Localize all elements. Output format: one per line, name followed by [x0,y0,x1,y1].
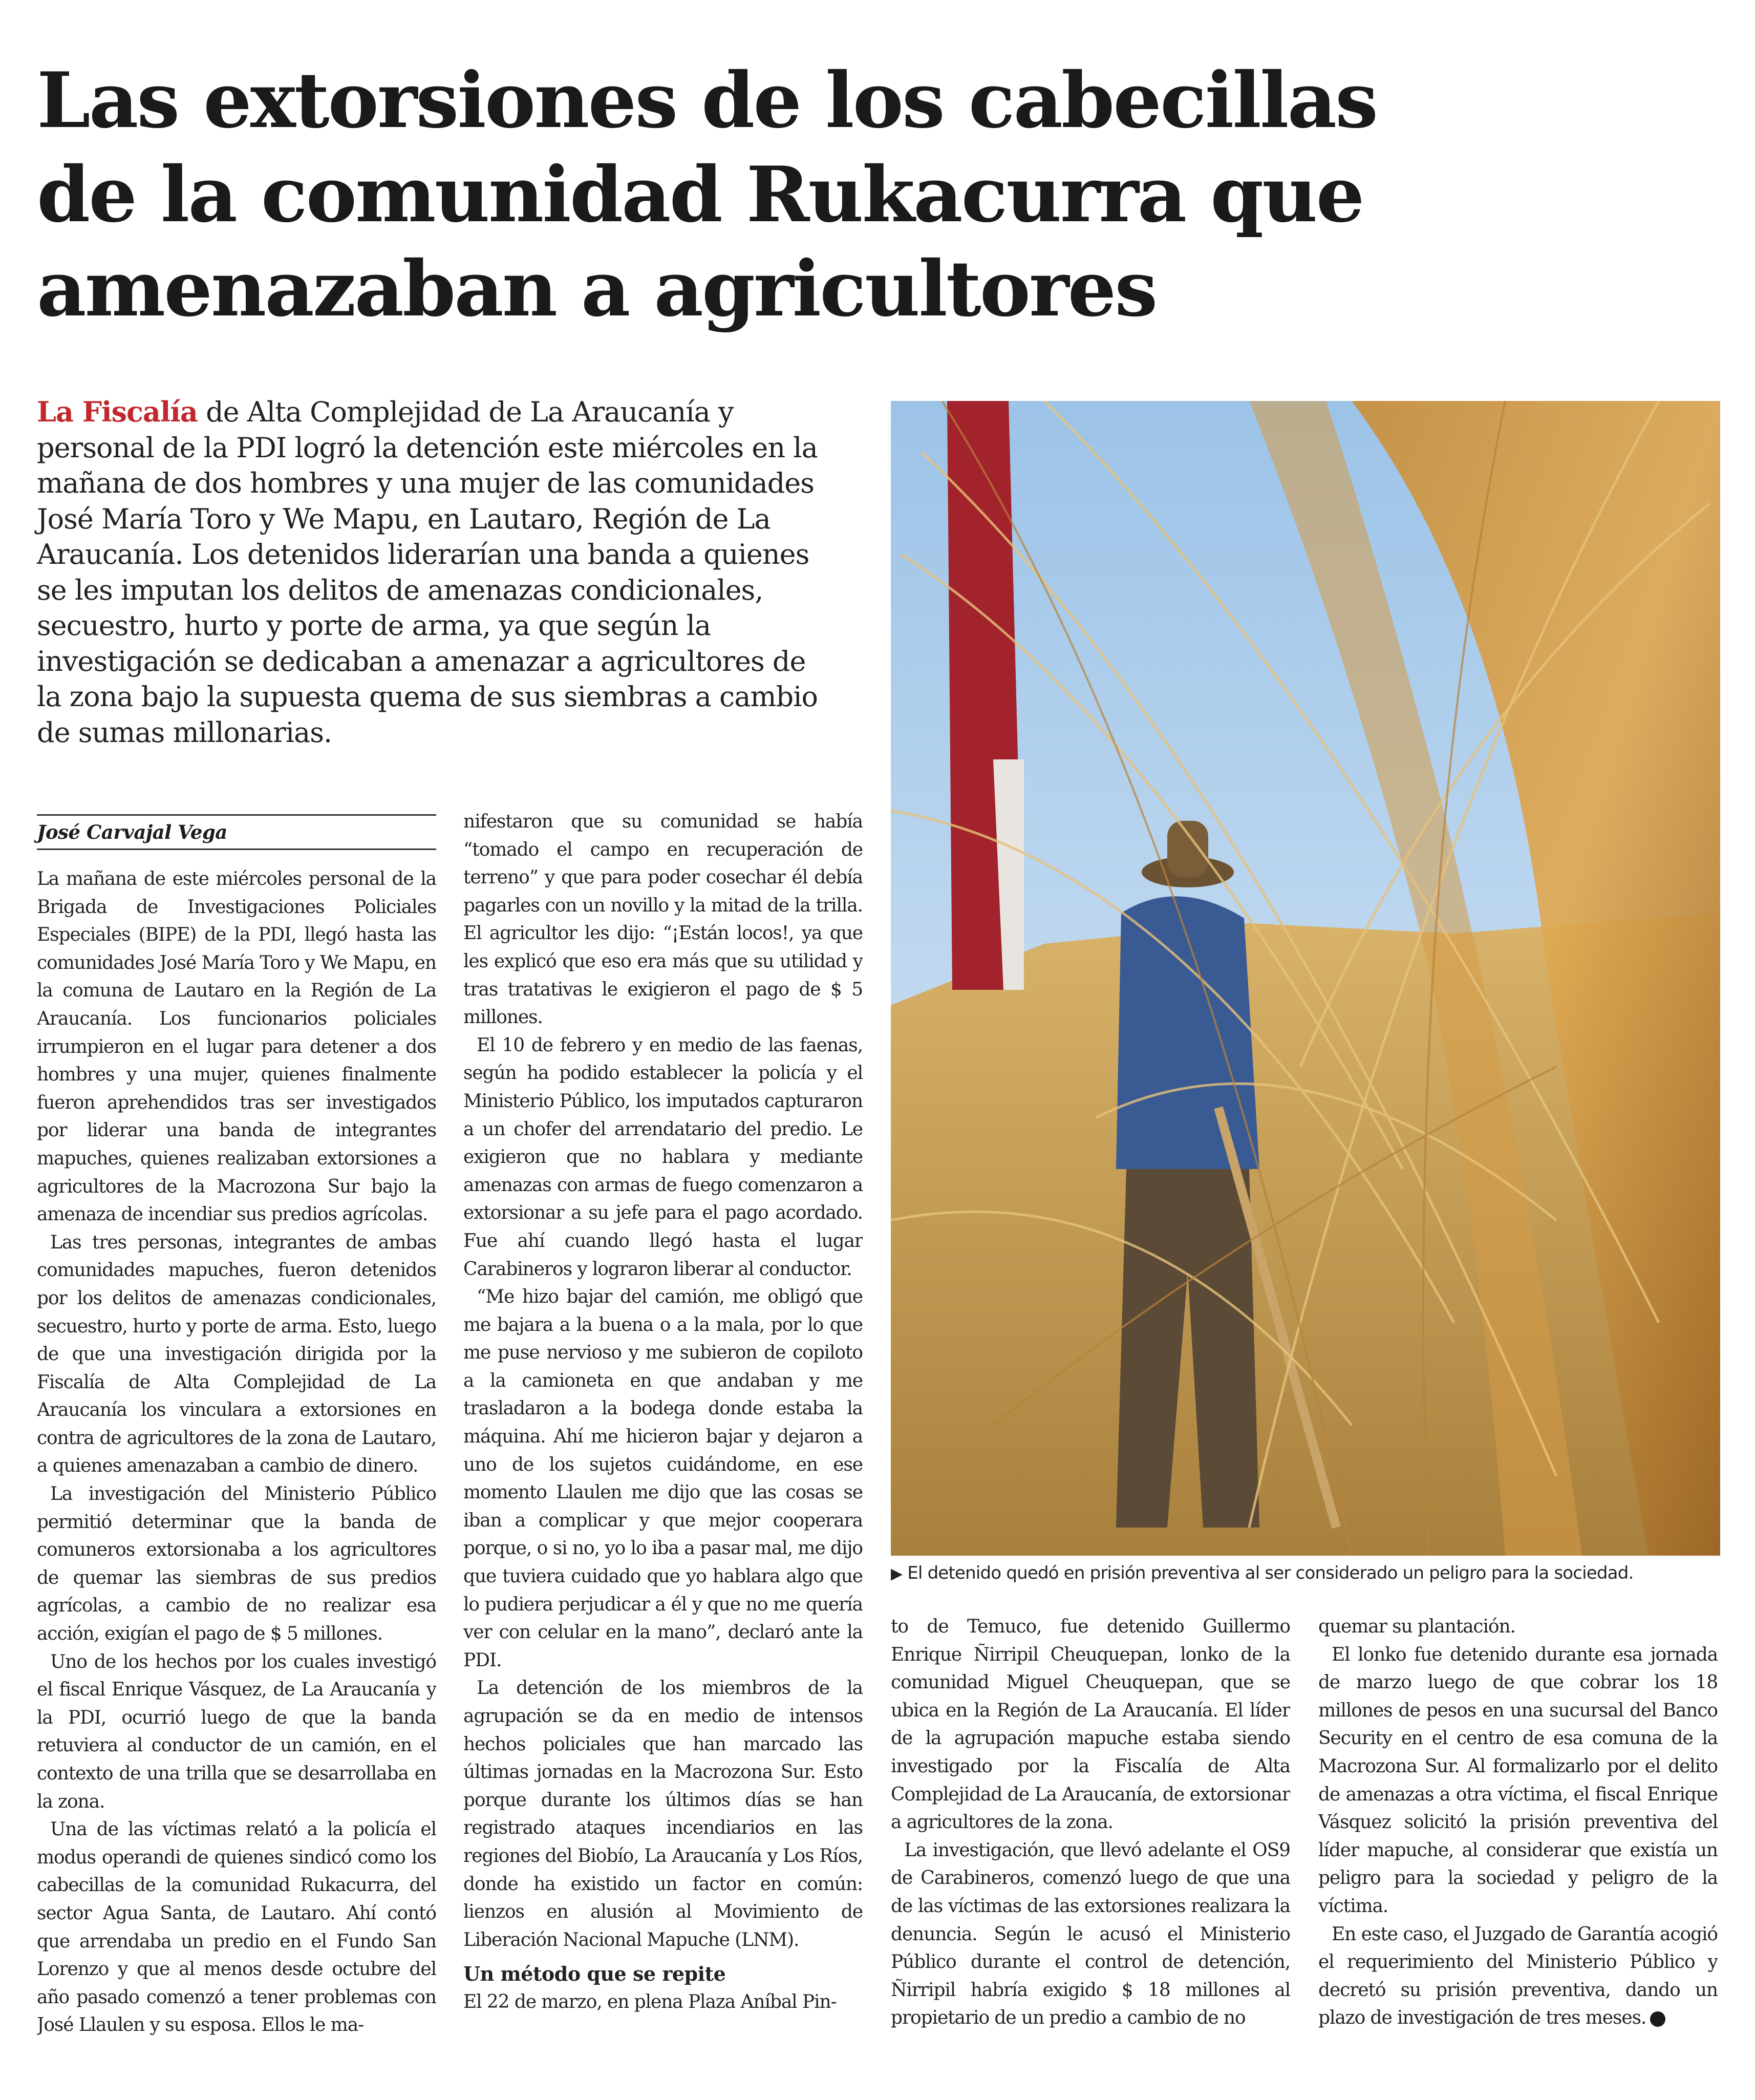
body-paragraph: El 10 de febrero y en medio de las faenas, según ha podido establecer la policía y el Ministerio Público, los imputados capturaron a un chofer del arrendatario del predio. Le exigieron que no hablara y mediante amenazas con armas de fuego comenzaron a extorsionar a su jefe para el pago acordado. Fue ahí cuando llegó hasta el lugar Carabineros y lograron liberar al conductor. [463,1034,863,1280]
body-paragraph: La mañana de este miércoles personal de la Brigada de Investigaciones Policiales Especiales (BIPE) de la PDI, llegó hasta las comunidades José María Toro y We Mapu, en la comuna de Lautaro en la Región de La Araucanía. Los funcionarios policiales irrumpieron en el lugar para detener a dos hombres y una mujer, quienes finalmente fueron aprehendidos tras ser investigados por liderar una banda de integrantes mapuches, quienes realizaban extorsiones a agricultores de la Macrozona Sur bajo la amenaza de incendiar sus predios agrícolas. [37,868,436,1225]
body-column-3 [891,1613,1290,2059]
body-paragraph: El 22 de marzo, en plena Plaza Aníbal Pin- [463,1991,837,2012]
filled-circle-icon [1650,2011,1665,2027]
body-column-1 [37,865,436,2053]
body-paragraph: La investigación, que llevó adelante el OS9 de Carabineros, comenzó luego de que una de las víctimas de las extorsiones realizara la denuncia. Según le acusó el Ministerio Público durante el control de detención, Ñirripil habría exigido $ 18 millones al propietario de un predio a cambio de no [891,1839,1290,2029]
body-paragraph: nifestaron que su comunidad se había “tomado el campo en recuperación de terreno” y que para poder cosechar él debía pagarles con un novillo y la mitad de la trilla. El agricultor les dijo: “¡Están locos!, ya que les explicó que eso era más que su utilidad y tras tratativas le exigieron el pago de $ 5 millones. [463,811,863,1028]
section-subheading: Un método que se repite [463,1962,726,1986]
body-paragraph: Una de las víctimas relató a la policía el modus operandi de quienes sindicó como los cabecillas de la comunidad Rukacurra, del sector Agua Santa, de Lautaro. Ahí contó que arrendaba un predio en el Fundo San Lorenzo y que al menos desde octubre del año pasado comenzó a tener problemas con José Llaulen y su esposa. Ellos le ma- [37,1819,436,2036]
body-paragraph: El lonko fue detenido durante esa jornada de marzo luego de que cobrar los 18 millones de pesos en una sucursal del Banco Security en el centro de esa comuna de la Macrozona Sur. Al formalizarlo por el delito de amenazas a otra víctima, el fiscal Enrique Vásquez solicitó la prisión preventiva del líder mapuche, al considerar que existía un peligro para la sociedad y peligro de la víctima. [1318,1644,1718,1917]
body-paragraph: quemar su plantación. [1318,1616,1515,1637]
body-paragraph: Uno de los hechos por los cuales investigó el fiscal Enrique Vásquez, de La Araucanía y la PDI, ocurrió luego de que la banda retuviera al conductor de un camión, en el contexto de una trilla que se desarrollaba en la zona. [37,1651,436,1812]
body-paragraph: Las tres personas, integrantes de ambas comunidades mapuches, fueron detenidos por los delitos de amenazas condicionales, secuestro, hurto y porte de arma. Esto, luego de que una investigación dirigida por la Fiscalía de Alta Complejidad de La Araucanía los vinculara a extorsiones en contra de agricultores de la zona de Lautaro, a quienes amenazaban a cambio de dinero. [37,1232,436,1477]
article-headline: Las extorsiones de los cabecillas de la comunidad Rukacurra que amenazaban a agricultores [37,56,1377,334]
author-byline: José Carvajal Vega [37,814,436,850]
article-lead [37,394,836,750]
body-paragraph: to de Temuco, fue detenido Guillermo Enrique Ñirripil Cheuquepan, lonko de la comunidad Miguel Cheuquepan, que se ubica en la Región de La Araucanía. El líder de la agrupación mapuche estaba siendo investigado por la Fiscalía de Alta Complejidad de La Araucanía, de extorsionar a agricultores de la zona. [891,1616,1290,1833]
final-paragraph-text: En este caso, el Juzgado de Garantía acogió el requerimiento del Ministerio Público y decretó su prisión preventiva, dando un plazo de investigación de tres meses. [1318,1923,1718,2029]
body-paragraph [1318,1921,1718,2032]
body-column-4 [1318,1613,1718,2059]
wheat-harvest-photo [891,401,1720,1556]
body-paragraph: “Me hizo bajar del camión, me obligó que me bajara a la buena o a la mala, por lo que me puse nervioso y me subieron de copiloto a la camioneta en que andaban y me trasladaron a la bodega donde estaba la máquina. Ahí me hicieron bajar y dejaron a uno de los sujetos cuidándome, en ese momento Llaulen me dijo que las cosas se iban a complicar y que mejor cooperara porque, o si no, yo lo iba a pasar mal, me dijo que tuviera cuidado que yo hablara algo que lo pudiera perjudicar a él y que no me quería ver con celular en la mano”, declaró ante la PDI. [463,1286,863,1671]
body-paragraph: La investigación del Ministerio Público permitió determinar que la banda de comuneros extorsionaba a los agricultores de quemar las siembras de sus predios agrícolas, a cambio de no realizar esa acción, exigían el pago de $ 5 millones. [37,1483,436,1645]
body-column-2 [463,808,863,2057]
photo-caption [891,1562,1720,1585]
lead-text: de Alta Complejidad de La Araucanía y personal de la PDI logró la detención este miércoles en la mañana de dos hombres y una mujer de las comunidades José María Toro y We Mapu, en Lautaro, Región de La Araucanía. Los detenidos liderarían una banda a quienes se les imputan los delitos de amenazas condicionales, secuestro, hurto y porte de arma, ya que según la investigación se dedicaban a amenazar a agricultores de la zona bajo la supuesta quema de sus siembras a cambio de sumas millonarias. [37,396,818,749]
triangle-right-icon: ▶ [891,1565,903,1583]
lead-highlight: La Fiscalía [37,395,198,428]
body-paragraph: La detención de los miembros de la agrupación se da en medio de intensos hechos policiales que han marcado las últimas jornadas en la Macrozona Sur. Esto porque durante los últimos días se han registrado ataques incendiarios en las regiones del Biobío, La Araucanía y Los Ríos, donde ha existido un factor en común: lienzos en alusión al Movimiento de Liberación Nacional Mapuche (LNM). [463,1678,863,1950]
caption-text: El detenido quedó en prisión preventiva al ser considerado un peligro para la sociedad. [907,1563,1634,1583]
article-photo [891,401,1720,1556]
